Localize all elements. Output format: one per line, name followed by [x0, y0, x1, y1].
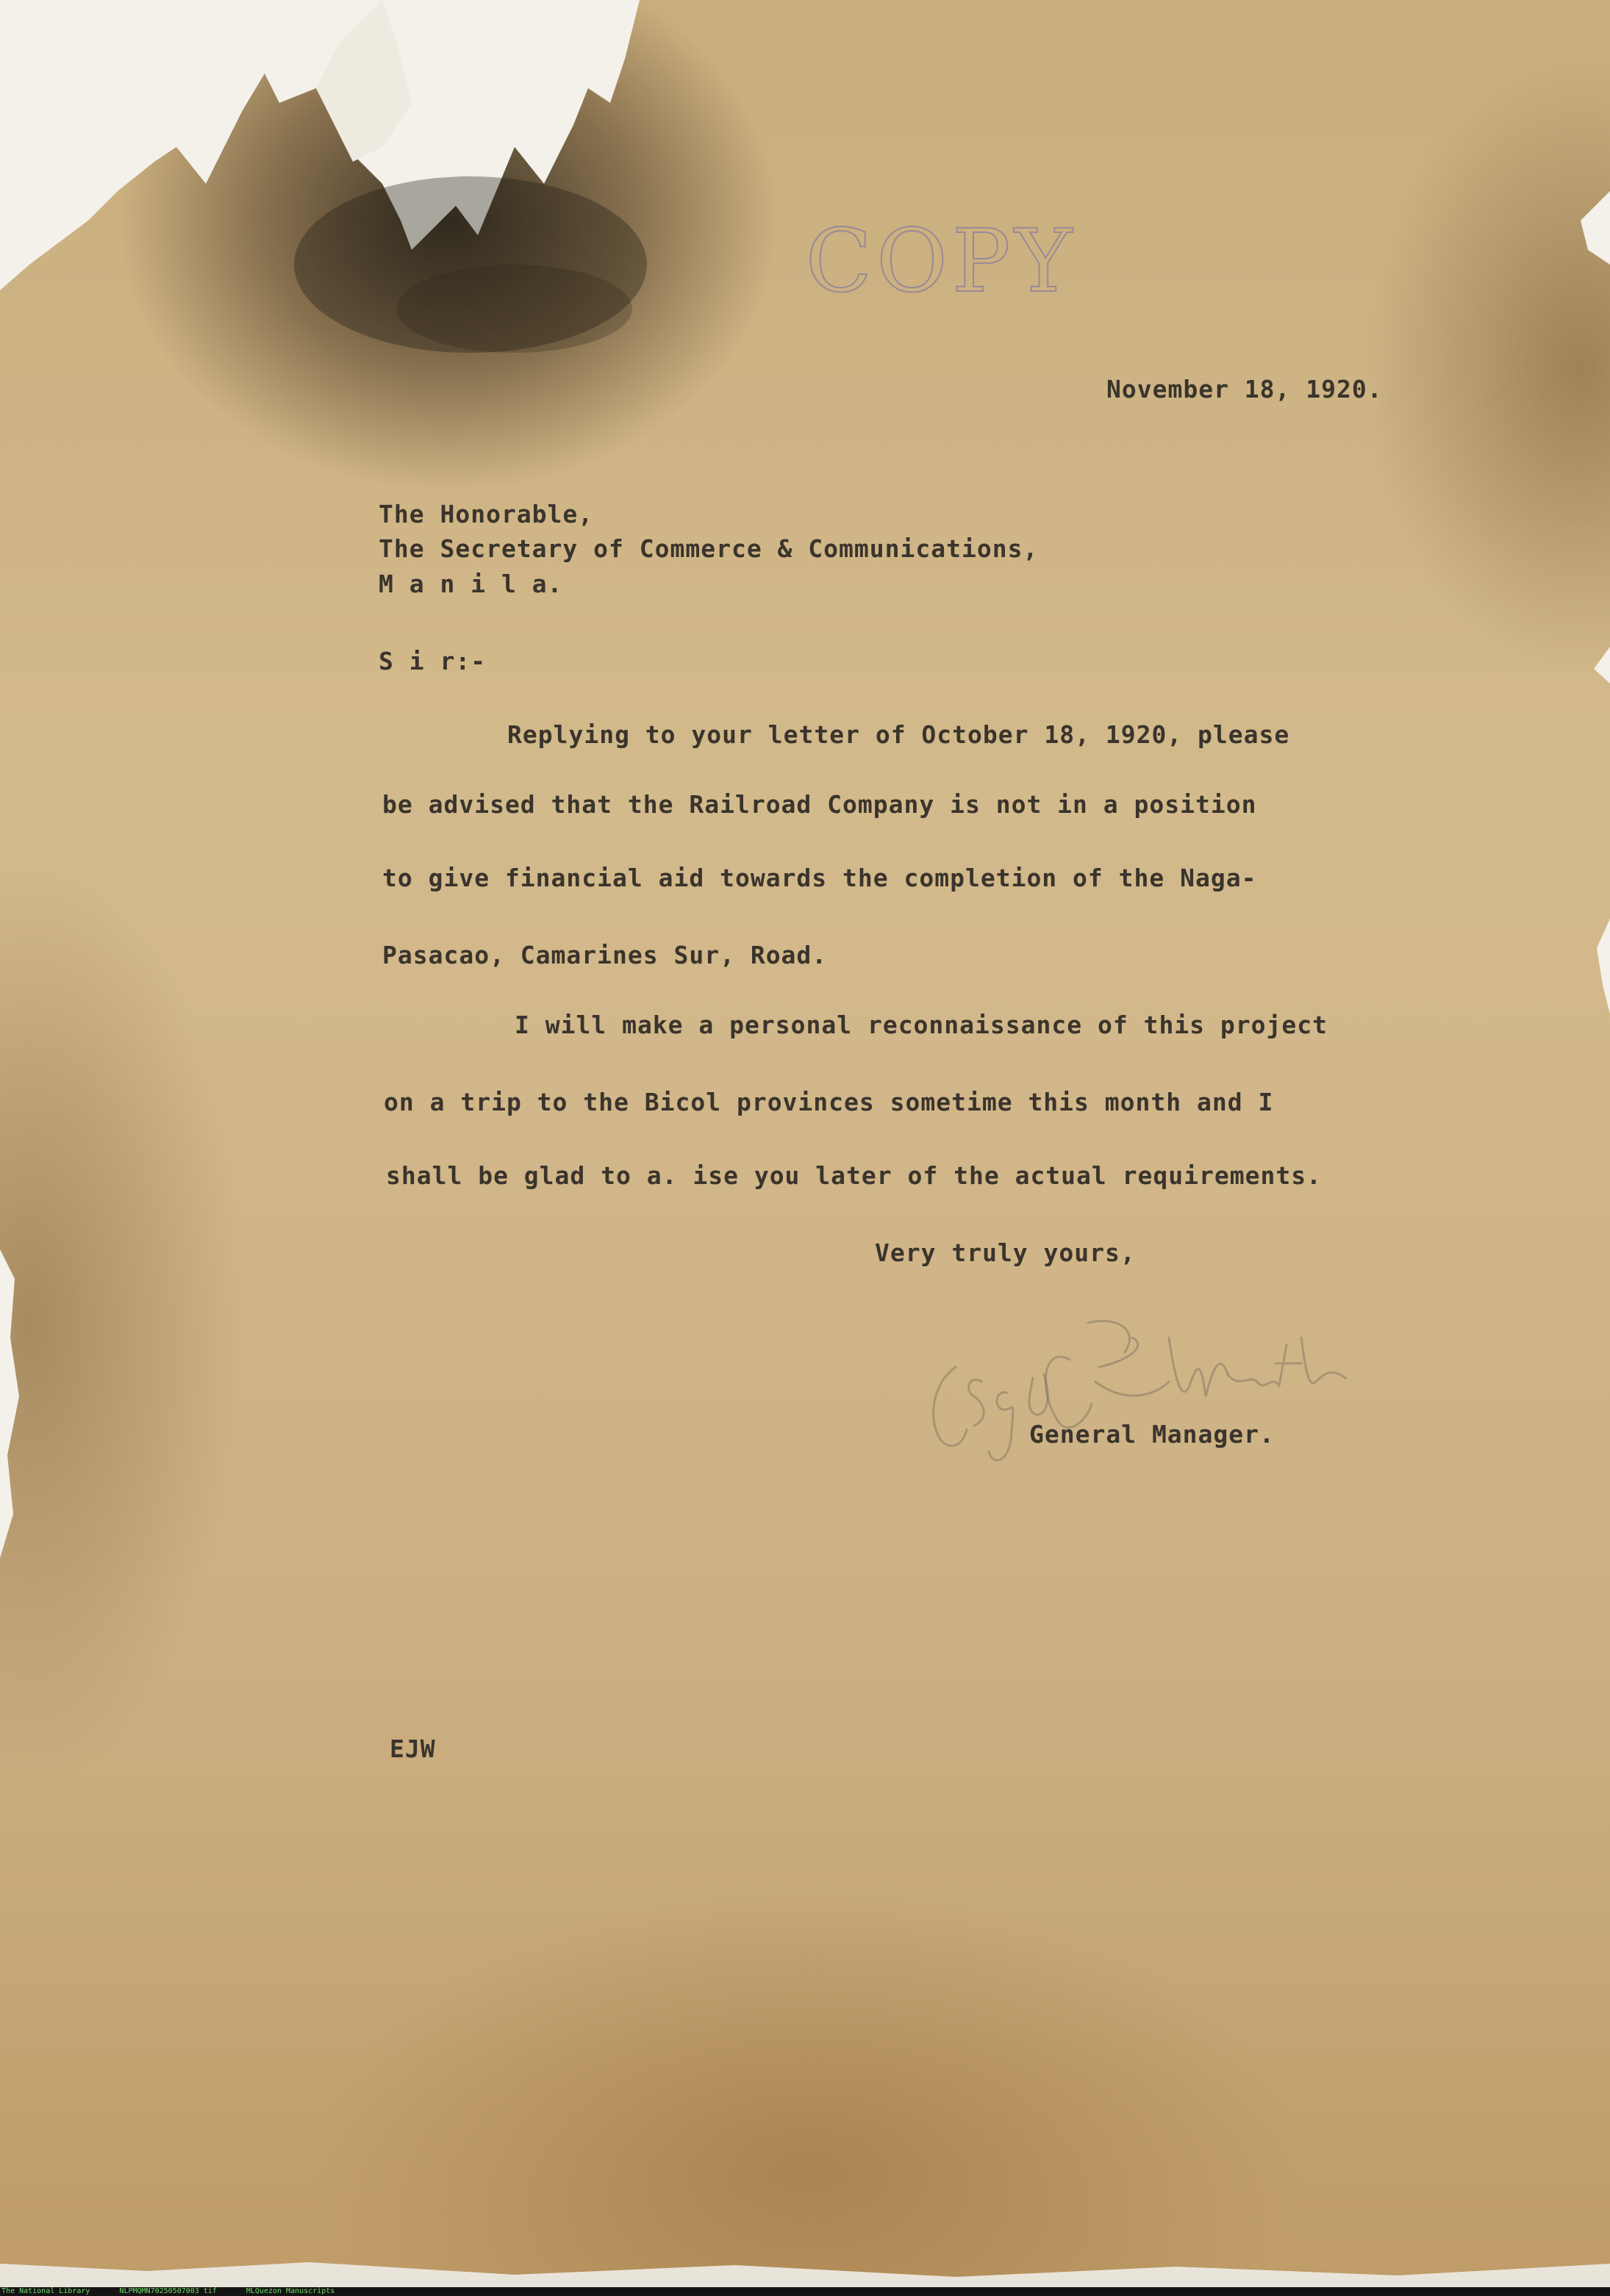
letter-date: November 18, 1920.: [1106, 375, 1383, 403]
footer-collection: MLQuezon Manuscripts: [246, 2287, 335, 2295]
body-line: Pasacao, Camarines Sur, Road.: [382, 941, 828, 969]
body-line: on a trip to the Bicol provinces sometime this month and I: [384, 1088, 1274, 1116]
body-line: to give financial aid towards the completion of the Naga-: [382, 864, 1257, 892]
copy-stamp: COPY: [805, 210, 1077, 312]
typist-initials: EJW: [390, 1734, 436, 1763]
body-line: I will make a personal reconnaissance of this project: [515, 1011, 1328, 1039]
body-line: shall be glad to a. ise you later of the actual requirements.: [386, 1161, 1322, 1190]
body-line: be advised that the Railroad Company is not in a position: [382, 790, 1257, 819]
footer-institution: The National Library: [1, 2287, 90, 2295]
body-line: Replying to your letter of October 18, 1920, please: [507, 720, 1290, 749]
recipient-line-2: The Secretary of Commerce & Communications,: [379, 534, 1039, 563]
recipient-line-3: M a n i l a.: [379, 570, 563, 598]
salutation: S i r:-: [379, 647, 487, 675]
closing: Very truly yours,: [875, 1238, 1136, 1267]
signer-title: General Manager.: [1029, 1420, 1275, 1449]
footer-filename: NLPMQMN70250507003 tif: [119, 2287, 217, 2295]
scan-footer: [0, 2287, 1610, 2296]
recipient-line-1: The Honorable,: [379, 500, 594, 528]
